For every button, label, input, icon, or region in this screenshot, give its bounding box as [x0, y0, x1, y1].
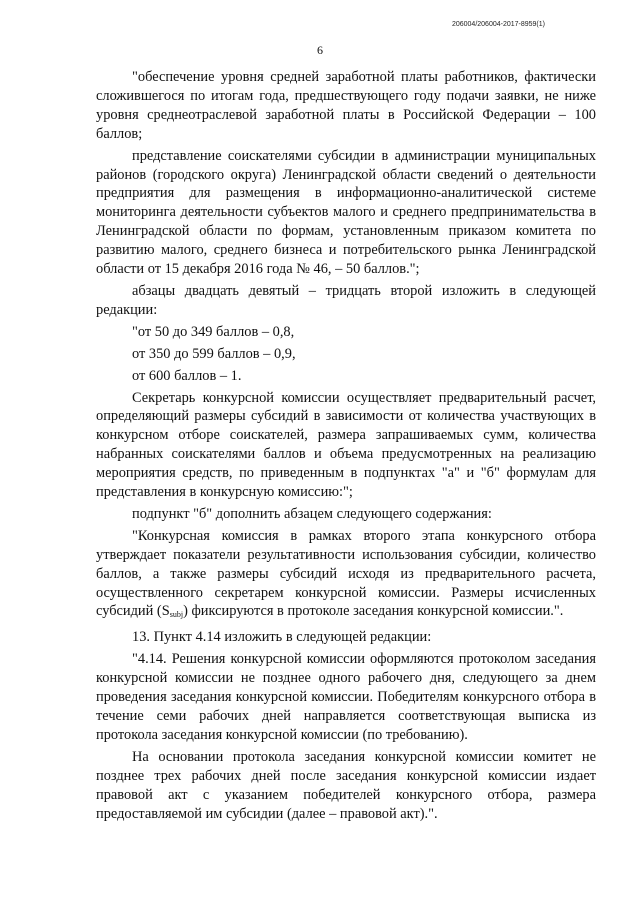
paragraph: подпункт "б" дополнить абзацем следующего содержания:	[132, 505, 492, 522]
document-id: 206004/206004-2017-8959(1)	[451, 21, 545, 28]
subscript: subj	[169, 610, 184, 620]
paragraph-text: "Конкурсная комиссия в рамках второго этапа конкурсного отбора утверждает показатели результативности использования субсидии, количество баллов, а также размеры субсидий исходя из предварительного расчета, осуществленного секретарем конкурсной комиссии. Размеры исчисленных субсидий (S	[96, 527, 596, 620]
paragraph: Секретарь конкурсной комиссии осуществляет предварительный расчет, определяющий размеры субсидий в зависимости от количества участвующих в конкурсном отборе соискателей, размера запрашиваемых сумм, количества набранных соискателями баллов и объема предусмотренных на реализацию мероприятия средств, по приведенным в подпунктах "а" и "б" формулам для представления в конкурсную комиссию:";	[96, 389, 596, 501]
list-item: "от 50 до 349 баллов – 0,8,	[132, 323, 295, 340]
document-body	[96, 68, 596, 823]
paragraph	[96, 527, 596, 626]
page-number: 6	[317, 43, 323, 57]
paragraph-text: ) фиксируются в протоколе заседания конкурсной комиссии.".	[183, 603, 564, 620]
paragraph: 13. Пункт 4.14 изложить в следующей редакции:	[132, 629, 432, 646]
paragraph: "обеспечение уровня средней заработной платы работников, фактически сложившегося по итогам года, предшествующего году подачи заявки, не ниже уровня среднеотраслевой заработной платы в Российской Федерации – 100 баллов;	[96, 69, 596, 142]
list-item: от 600 баллов – 1.	[132, 367, 242, 384]
paragraph: представление соискателями субсидии в администрации муниципальных районов (городского округа) Ленинградской области сведений о деятельности предприятия для размещения в информационно-аналитической системе мониторинга деятельности субъектов малого и среднего предпринимательства в Ленинградской области по формам, установленным приказом комитета по развитию малого, среднего бизнеса и потребительского рынка Ленинградской области от 15 декабря 2016 года № 46, – 50 баллов.";	[96, 147, 596, 278]
list-item: от 350 до 599 баллов – 0,9,	[132, 345, 296, 362]
paragraph: "4.14. Решения конкурсной комиссии оформляются протоколом заседания конкурсной комиссии не позднее одного рабочего дня, следующего за днем проведения заседания конкурсной комиссии. Победителям конкурсного отбора в течение семи рабочих дней направляется соответствующая выписка из протокола заседания конкурсной комиссии (по требованию).	[96, 651, 596, 743]
paragraph: На основании протокола заседания конкурсной комиссии комитет не позднее трех рабочих дней после заседания конкурсной комиссии издает правовой акт с указанием победителей конкурсного отбора, размера предоставляемой им субсидии (далее – правовой акт).".	[96, 748, 596, 822]
paragraph: абзацы двадцать девятый – тридцать второй изложить в следующей редакции:	[96, 282, 596, 318]
